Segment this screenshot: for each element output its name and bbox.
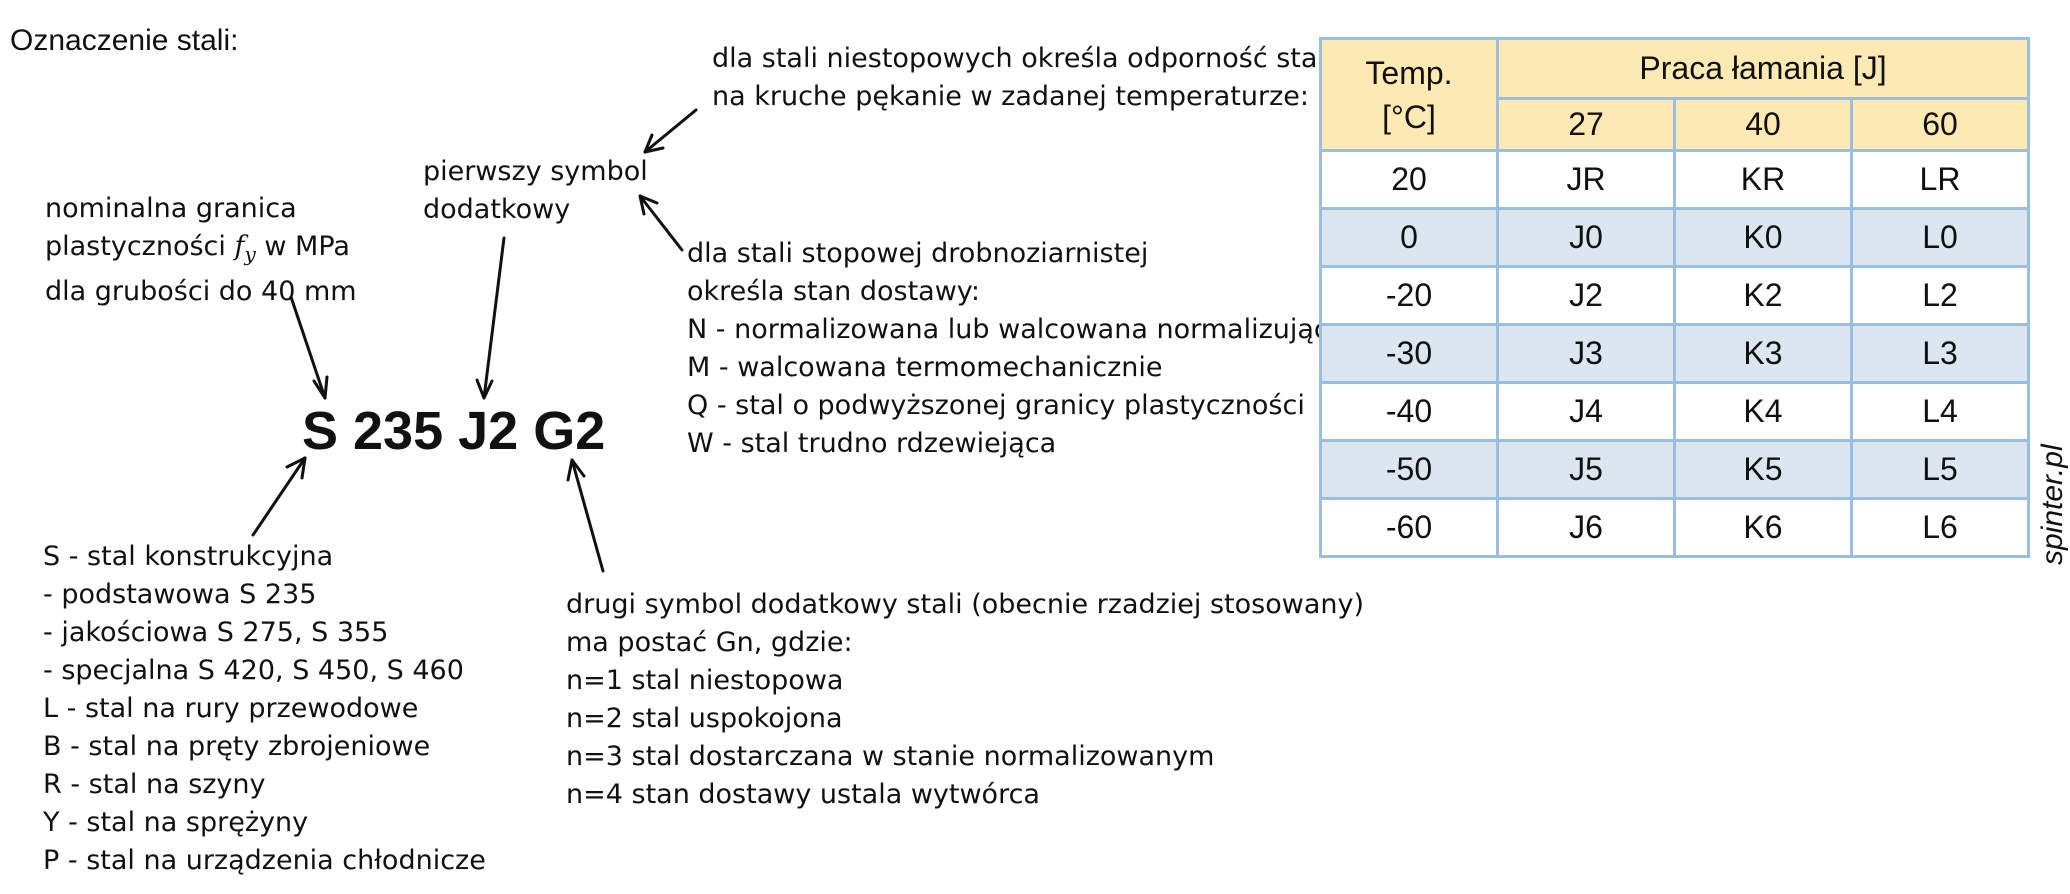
table-cell: -30 [1321,325,1498,383]
table-row [1321,441,2029,499]
table-cell: K3 [1675,325,1852,383]
table-cell: L2 [1852,267,2029,325]
non-alloy-line: dla stali niestopowych określa odporność stali [712,43,1333,74]
table-cell: -40 [1321,383,1498,441]
table-cell: K0 [1675,209,1852,267]
steel-type-line: Y - stal na sprężyny [43,807,309,838]
energy-column-header: 40 [1675,99,1852,151]
table-cell: J2 [1498,267,1675,325]
alloy-line: W - stal trudno rdzewiejąca [687,428,1057,459]
temp-column-header: Temp. [°C] [1321,39,1498,151]
work-header: Praca łamania [J] [1498,39,2029,99]
arrow-types-to-s [253,458,305,535]
arrow-yield-to-s [291,297,327,398]
yield-note-line: nominalna granica [45,193,297,224]
steel-types-note [43,538,486,880]
table-cell: 0 [1321,209,1498,267]
table-cell: -50 [1321,441,1498,499]
table-cell: JR [1498,151,1675,209]
table-row [1321,151,2029,209]
second-symbol-line: drugi symbol dodatkowy stali (obecnie rzadziej stosowany) [566,589,1365,620]
arrow-first-symbol-to-j2 [477,238,504,398]
second-symbol-line: n=1 stal niestopowa [566,665,844,696]
alloy-line: M - walcowana termomechanicznie [687,352,1163,383]
alloy-note [687,235,1345,463]
arrow-second-symbol-to-g2 [568,460,603,571]
table-cell: KR [1675,151,1852,209]
second-symbol-note [566,586,1364,814]
table-cell: -20 [1321,267,1498,325]
second-symbol-line: n=4 stan dostawy ustala wytwórca [566,779,1040,810]
steel-type-line: S - stal konstrukcyjna [43,541,334,572]
steel-type-line: P - stal na urządzenia chłodnicze [43,845,486,876]
table-cell: L5 [1852,441,2029,499]
table-cell: K4 [1675,383,1852,441]
table-row [1321,499,2029,557]
steel-type-line: - specjalna S 420, S 450, S 460 [43,655,464,686]
first-symbol-note [423,153,648,229]
table-row [1321,325,2029,383]
second-symbol-line: ma postać Gn, gdzie: [566,627,853,658]
steel-designation: S 235 J2 G2 [302,401,606,461]
table-row [1321,209,2029,267]
arrow-non-alloy-to-first-symbol [645,110,696,152]
table-cell: LR [1852,151,2029,209]
yield-note-line: plastyczności $f_y$ w MPa [45,231,350,266]
table-cell: K5 [1675,441,1852,499]
table-cell: -60 [1321,499,1498,557]
table-cell: J5 [1498,441,1675,499]
table-cell: L6 [1852,499,2029,557]
steel-type-line: R - stal na szyny [43,769,266,800]
steel-type-line: L - stal na rury przewodowe [43,693,419,724]
yield-strength-note [45,190,357,311]
alloy-line: N - normalizowana lub walcowana normalizująco [687,314,1346,345]
table-cell: L0 [1852,209,2029,267]
table-cell: K2 [1675,267,1852,325]
alloy-line: Q - stal o podwyższonej granicy plastyczności [687,390,1305,421]
table-row [1321,383,2029,441]
first-symbol-line: pierwszy symbol [423,156,648,187]
steel-type-line: - jakościowa S 275, S 355 [43,617,389,648]
table-cell: J0 [1498,209,1675,267]
impact-energy-table [1319,37,2030,558]
energy-column-header: 27 [1498,99,1675,151]
steel-type-line: B - stal na pręty zbrojeniowe [43,731,431,762]
page-heading: Oznaczenie stali: [10,24,239,57]
alloy-line: dla stali stopowej drobnoziarnistej [687,238,1149,269]
steel-type-line: - podstawowa S 235 [43,579,317,610]
table-cell: 20 [1321,151,1498,209]
table-cell: L4 [1852,383,2029,441]
table-row [1321,267,2029,325]
first-symbol-line: dodatkowy [423,194,571,225]
non-alloy-line: na kruche pękanie w zadanej temperaturze: [712,81,1309,112]
second-symbol-line: n=3 stal dostarczana w stanie normalizowanym [566,741,1215,772]
table-cell: J3 [1498,325,1675,383]
watermark: spinter.pl [2036,444,2069,565]
table-cell: J4 [1498,383,1675,441]
non-alloy-note [712,40,1332,116]
table-cell: L3 [1852,325,2029,383]
second-symbol-line: n=2 stal uspokojona [566,703,843,734]
alloy-line: określa stan dostawy: [687,276,980,307]
table-cell: J6 [1498,499,1675,557]
yield-note-line: dla grubości do 40 mm [45,276,357,307]
table-header-row [1321,39,2029,99]
energy-column-header: 60 [1852,99,2029,151]
table-cell: K6 [1675,499,1852,557]
